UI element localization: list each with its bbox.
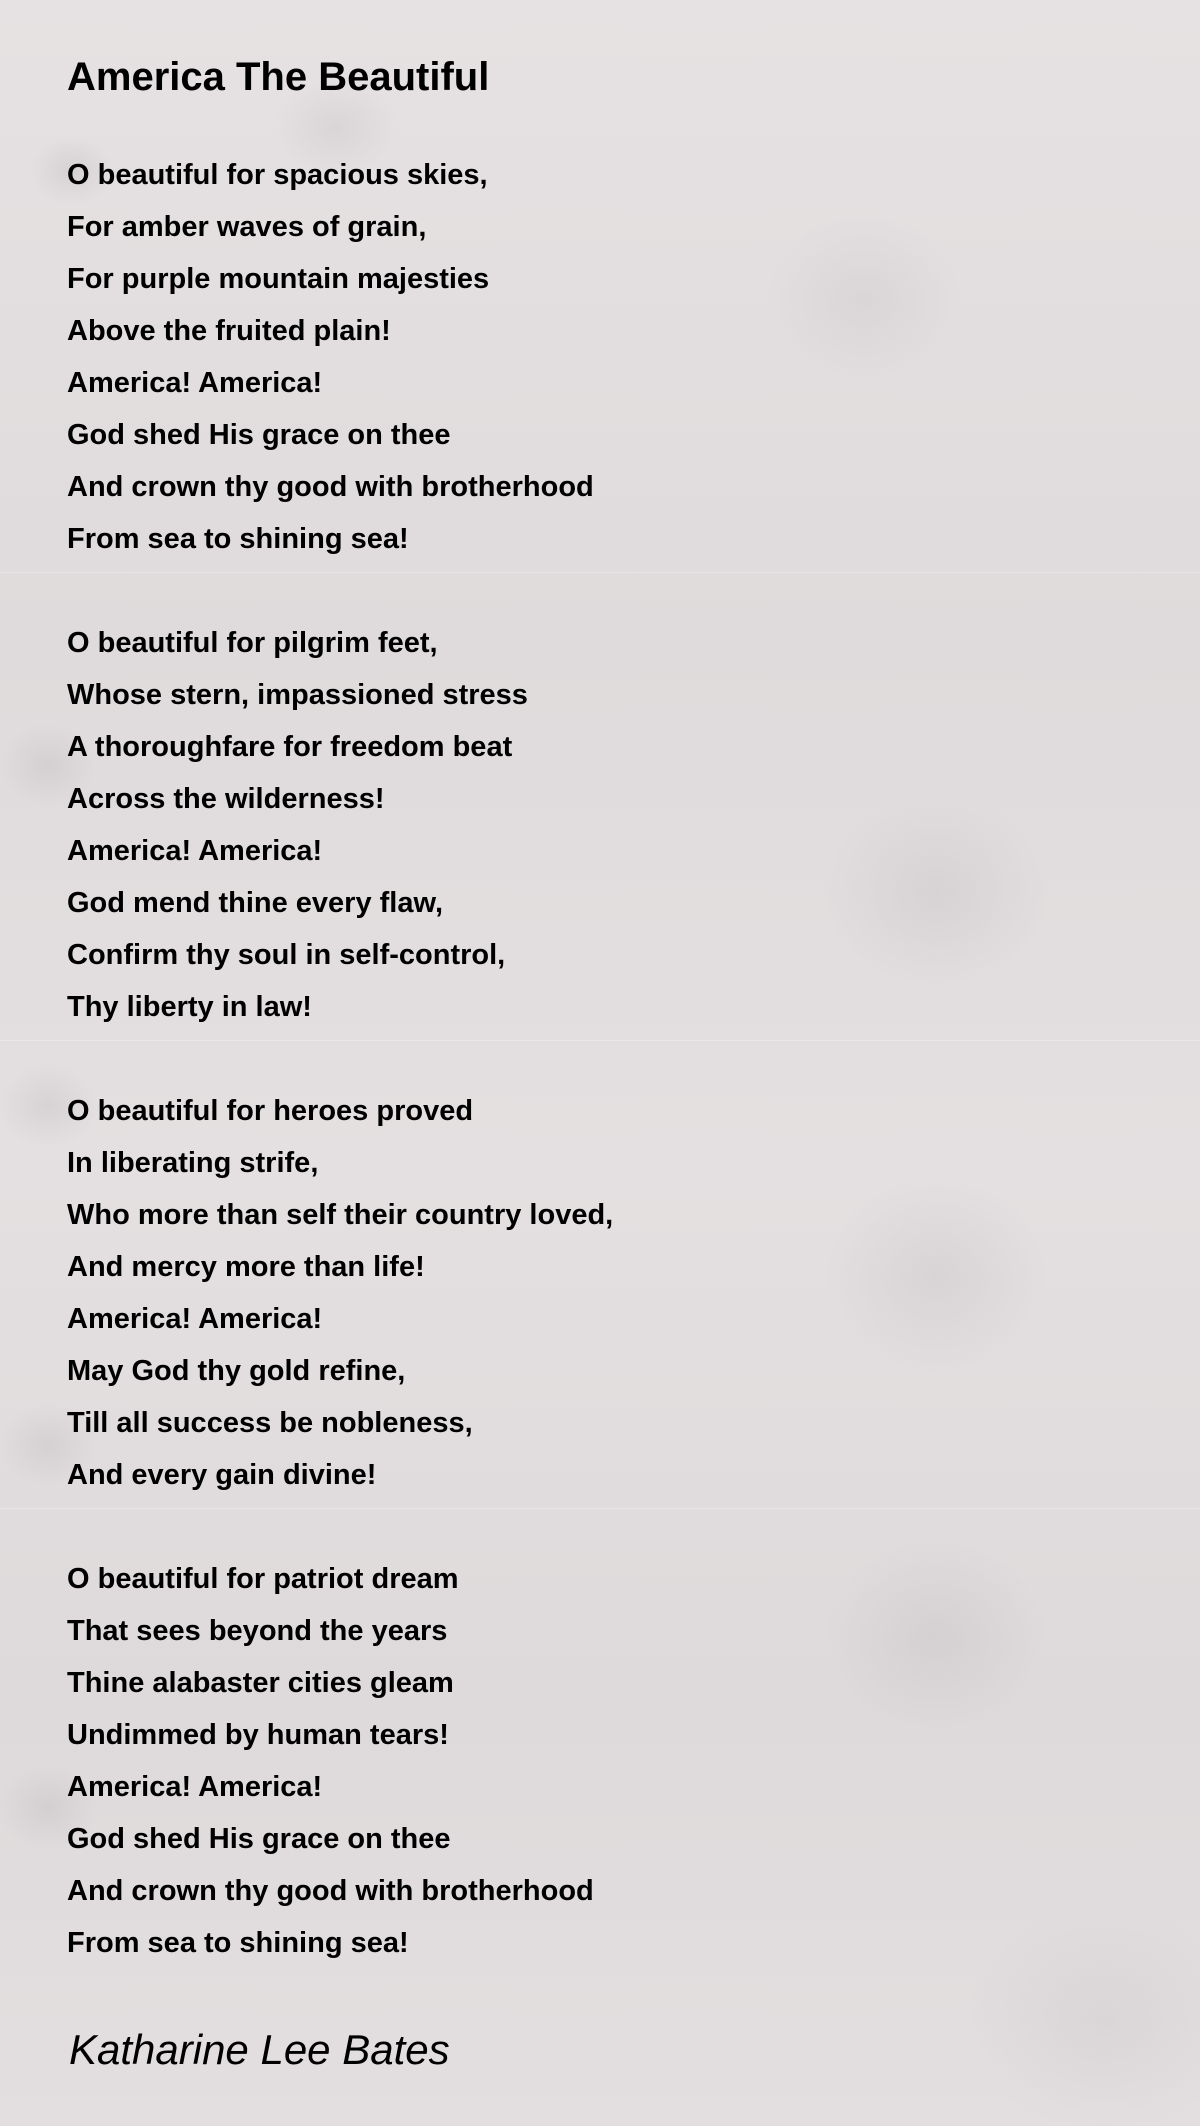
poem-line: America! America! bbox=[67, 1303, 323, 1335]
poem-line: May God thy gold refine, bbox=[67, 1355, 406, 1387]
poem-line: God shed His grace on thee bbox=[67, 419, 451, 451]
poem-line: God shed His grace on thee bbox=[67, 1823, 451, 1855]
poem-line: Undimmed by human tears! bbox=[67, 1719, 449, 1751]
poem-line: O beautiful for patriot dream bbox=[67, 1563, 459, 1595]
poem-line: From sea to shining sea! bbox=[67, 523, 409, 555]
poem-line: Thy liberty in law! bbox=[67, 991, 312, 1023]
poem-line: From sea to shining sea! bbox=[67, 1927, 409, 1959]
poem-line: For purple mountain majesties bbox=[67, 263, 490, 295]
poem-line: O beautiful for spacious skies, bbox=[67, 159, 488, 191]
poem-title: America The Beautiful bbox=[67, 55, 490, 99]
poem-line: God mend thine every flaw, bbox=[67, 887, 444, 919]
poem-line: America! America! bbox=[67, 367, 323, 399]
poem-line: And mercy more than life! bbox=[67, 1251, 425, 1283]
poem-line: For amber waves of grain, bbox=[67, 211, 427, 243]
poem-author: Katharine Lee Bates bbox=[69, 2026, 450, 2073]
poem-body bbox=[67, 149, 1167, 2021]
poem-line: America! America! bbox=[67, 835, 323, 867]
poem-line: Who more than self their country loved, bbox=[67, 1199, 614, 1231]
poem-line: Across the wilderness! bbox=[67, 783, 385, 815]
poem-line: And crown thy good with brotherhood bbox=[67, 471, 594, 503]
poem-line: That sees beyond the years bbox=[67, 1615, 448, 1647]
poem-line: America! America! bbox=[67, 1771, 323, 1803]
stanza-2 bbox=[67, 617, 1167, 1033]
poem-line: Confirm thy soul in self-control, bbox=[67, 939, 506, 971]
poem-line: A thoroughfare for freedom beat bbox=[67, 731, 513, 763]
stanza-1 bbox=[67, 149, 1167, 565]
poem-line: And every gain divine! bbox=[67, 1459, 377, 1491]
poem-line: O beautiful for pilgrim feet, bbox=[67, 627, 438, 659]
poem-line: Thine alabaster cities gleam bbox=[67, 1667, 454, 1699]
poem-line: Whose stern, impassioned stress bbox=[67, 679, 528, 711]
poem-line: And crown thy good with brotherhood bbox=[67, 1875, 594, 1907]
stanza-3 bbox=[67, 1085, 1167, 1501]
poem-line: In liberating strife, bbox=[67, 1147, 319, 1179]
stanza-4 bbox=[67, 1553, 1167, 1969]
poem-line: O beautiful for heroes proved bbox=[67, 1095, 474, 1127]
poem-line: Till all success be nobleness, bbox=[67, 1407, 473, 1439]
poem-line: Above the fruited plain! bbox=[67, 315, 391, 347]
